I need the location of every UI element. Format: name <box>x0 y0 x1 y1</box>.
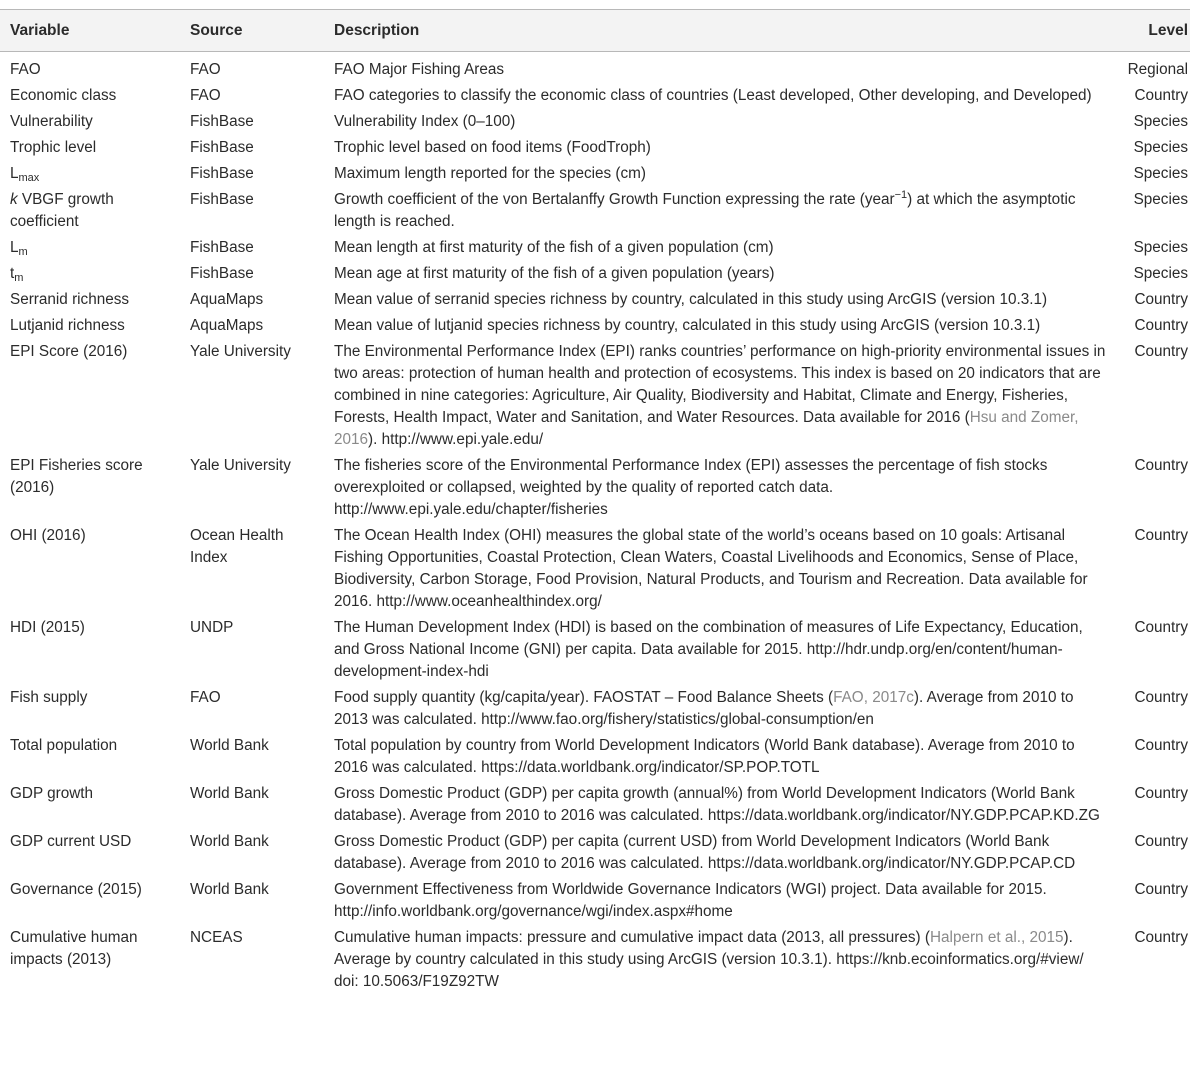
cell-description: Total population by country from World Development Indicators (World Bank database). Average from 2010 to 2016 was calculated. https://data.worldbank.org/indicator/SP.POP.TOTL <box>334 737 1075 776</box>
table-row <box>0 185 1190 233</box>
cell-description: Vulnerability Index (0–100) <box>334 113 516 130</box>
cell-level: Country <box>1134 527 1188 544</box>
cell-description <box>324 683 1110 731</box>
table-row <box>0 259 1190 285</box>
cell-variable: Governance (2015) <box>10 881 142 898</box>
cell-level: Country <box>1134 689 1188 706</box>
cell-description: The Ocean Health Index (OHI) measures the global state of the world’s oceans based on 10 goals: Artisanal Fishing Opportunities, Coastal Protection, Clean Waters, Coastal Livelihoods and Economics, Sense of Place, Biodiversity, Carbon Storage, Food Provision, Natural Products, and Tourism and Recreation. Data available for 2016. http://www.oceanhealthindex.org/ <box>334 527 1088 610</box>
header-variable: Variable <box>0 10 180 51</box>
description-text: The Environmental Performance Index (EPI) ranks countries’ performance on high-priority environmental issues in two areas: protection of human health and protection of ecosystems. This index is based on 20 indicators that are combined in nine categories: Agriculture, Air Quality, Biodiversity and Habitat, Climate and Energy, Fisheries, Forests, Health Impact, Water and Sanitation, and Water Resources. Data available for 2016 ( <box>334 343 1106 426</box>
cell-description: Gross Domestic Product (GDP) per capita growth (annual%) from World Development Indicators (World Bank database). Average from 2010 to 2016 was calculated. https://data.worldbank.org/indicator/NY.GDP.PCAP.KD.ZG <box>334 785 1100 824</box>
cell-variable: GDP growth <box>10 785 94 802</box>
cell-variable: EPI Score (2016) <box>10 343 128 360</box>
cell-level: Country <box>1134 929 1188 946</box>
cell-level: Country <box>1134 317 1188 334</box>
cell-level: Country <box>1134 619 1188 636</box>
citation-link[interactable]: Halpern et al., 2015 <box>930 929 1064 946</box>
cell-source: FishBase <box>190 165 254 182</box>
cell-level: Species <box>1133 239 1188 256</box>
variables-table <box>0 10 1190 993</box>
cell-variable: Lutjanid richness <box>10 317 125 334</box>
cell-variable: Trophic level <box>10 139 97 156</box>
table-row <box>0 233 1190 259</box>
cell-variable: Vulnerability <box>10 113 93 130</box>
table-row <box>0 81 1190 107</box>
description-text: Food supply quantity (kg/capita/year). FAOSTAT – Food Balance Sheets ( <box>334 689 834 706</box>
cell-variable: EPI Fisheries score (2016) <box>10 457 143 496</box>
cell-source: Yale University <box>190 343 291 360</box>
cell-source: FishBase <box>190 139 254 156</box>
cell-description: FAO Major Fishing Areas <box>334 61 505 78</box>
cell-source: AquaMaps <box>190 317 264 334</box>
cell-level: Regional <box>1127 61 1188 78</box>
cell-source: FAO <box>190 689 221 706</box>
cell-variable: GDP current USD <box>10 833 132 850</box>
table-row <box>0 827 1190 875</box>
cell-level: Country <box>1134 833 1188 850</box>
cell-source: World Bank <box>190 833 269 850</box>
table-body <box>0 51 1190 993</box>
cell-variable: Cumulative human impacts (2013) <box>10 929 138 968</box>
cell-source: World Bank <box>190 881 269 898</box>
table-row <box>0 311 1190 337</box>
cell-variable: HDI (2015) <box>10 619 85 636</box>
table-row <box>0 107 1190 133</box>
cell-description: Maximum length reported for the species (cm) <box>334 165 647 182</box>
table-row <box>0 683 1190 731</box>
cell-description: The fisheries score of the Environmental Performance Index (EPI) assesses the percentage of fish stocks overexploited or collapsed, weighted by the quality of reported catch data. http://www.epi.yale.edu/chapter/fisheries <box>334 457 1048 518</box>
variable-rest: VBGF growth coefficient <box>10 191 114 230</box>
cell-description <box>324 923 1110 993</box>
cell-source: NCEAS <box>190 929 243 946</box>
description-text-end: ). http://www.epi.yale.edu/ <box>368 431 544 448</box>
cell-level: Country <box>1134 291 1188 308</box>
variable-base: L <box>10 239 19 256</box>
cell-level: Country <box>1134 881 1188 898</box>
cell-description: FAO categories to classify the economic class of countries (Least developed, Other developing, and Developed) <box>334 87 1092 104</box>
cell-description: Trophic level based on food items (FoodTroph) <box>334 139 651 156</box>
header-description: Description <box>324 10 1110 51</box>
cell-variable: Total population <box>10 737 118 754</box>
citation-link[interactable]: Hsu and Zomer, 2016 <box>334 409 1079 448</box>
cell-variable <box>0 159 180 185</box>
cell-level: Country <box>1134 87 1188 104</box>
cell-level: Species <box>1133 165 1188 182</box>
cell-source: FishBase <box>190 265 254 282</box>
cell-level: Species <box>1133 139 1188 156</box>
cell-variable <box>0 233 180 259</box>
description-superscript: −1 <box>894 189 908 201</box>
cell-variable <box>0 259 180 285</box>
cell-description <box>324 337 1110 451</box>
cell-level: Species <box>1133 265 1188 282</box>
table-row <box>0 521 1190 613</box>
cell-source: World Bank <box>190 737 269 754</box>
table-row <box>0 159 1190 185</box>
description-text: Cumulative human impacts: pressure and cumulative impact data (2013, all pressures) ( <box>334 929 930 946</box>
description-text: Growth coefficient of the von Bertalanffy Growth Function expressing the rate (year <box>334 191 895 208</box>
cell-description <box>324 185 1110 233</box>
table-row <box>0 779 1190 827</box>
cell-description: Mean length at first maturity of the fish of a given population (cm) <box>334 239 774 256</box>
header-level: Level <box>1110 10 1190 51</box>
variable-subscript: m <box>14 272 24 284</box>
cell-variable: FAO <box>10 61 41 78</box>
cell-variable: OHI (2016) <box>10 527 86 544</box>
cell-source: FishBase <box>190 239 254 256</box>
variable-base: L <box>10 165 19 182</box>
cell-description: The Human Development Index (HDI) is based on the combination of measures of Life Expectancy, Education, and Gross National Income (GNI) per capita. Data available for 2015. http://hdr.undp.org/en/content/human-development-index-hdi <box>334 619 1083 680</box>
cell-source: FAO <box>190 87 221 104</box>
cell-level: Species <box>1133 191 1188 208</box>
header-source: Source <box>180 10 324 51</box>
cell-level: Country <box>1134 785 1188 802</box>
cell-variable: Economic class <box>10 87 117 104</box>
variable-subscript: m <box>18 246 28 258</box>
variable-base: t <box>10 265 15 282</box>
table-row <box>0 337 1190 451</box>
header-row <box>0 10 1190 51</box>
table-row <box>0 51 1190 81</box>
cell-level: Species <box>1133 113 1188 130</box>
cell-variable: Fish supply <box>10 689 88 706</box>
description-text-end: ). Average from 2010 to 2013 was calculated. http://www.fao.org/fishery/statistics/global-consumption/en <box>334 689 1074 728</box>
table-row <box>0 731 1190 779</box>
cell-description: Government Effectiveness from Worldwide Governance Indicators (WGI) project. Data available for 2015. http://info.worldbank.org/governance/wgi/index.aspx#home <box>334 881 1047 920</box>
table-row <box>0 613 1190 683</box>
table-row <box>0 285 1190 311</box>
table-row <box>0 875 1190 923</box>
cell-source: Ocean Health Index <box>190 527 284 566</box>
variable-subscript: max <box>18 172 40 184</box>
cell-level: Country <box>1134 343 1188 360</box>
table-row <box>0 923 1190 993</box>
table-row <box>0 133 1190 159</box>
cell-description: Gross Domestic Product (GDP) per capita (current USD) from World Development Indicators (World Bank database). Average from 2010 to 2016 was calculated. https://data.worldbank.org/indicator/NY.GDP.PCAP.CD <box>334 833 1076 872</box>
cell-description: Mean value of lutjanid species richness by country, calculated in this study using ArcGIS (version 10.3.1) <box>334 317 1041 334</box>
cell-source: FishBase <box>190 191 254 208</box>
cell-description: Mean age at first maturity of the fish of a given population (years) <box>334 265 775 282</box>
citation-link[interactable]: FAO, 2017c <box>833 689 914 706</box>
cell-source: FishBase <box>190 113 254 130</box>
cell-source: Yale University <box>190 457 291 474</box>
cell-variable: Serranid richness <box>10 291 130 308</box>
cell-source: World Bank <box>190 785 269 802</box>
cell-source: FAO <box>190 61 221 78</box>
variable-italic: k <box>10 191 18 208</box>
table-row <box>0 451 1190 521</box>
cell-variable <box>0 185 180 233</box>
cell-level: Country <box>1134 737 1188 754</box>
description-text-end: ). Average by country calculated in this study using ArcGIS (version 10.3.1). https://knb.ecoinformatics.org/#view/ doi: 10.5063/F19Z92TW <box>334 929 1084 990</box>
table-header <box>0 10 1190 51</box>
cell-description: Mean value of serranid species richness by country, calculated in this study using ArcGIS (version 10.3.1) <box>334 291 1048 308</box>
cell-source: UNDP <box>190 619 234 636</box>
description-text-end: ) at which the asymptotic length is reached. <box>334 191 1076 230</box>
cell-source: AquaMaps <box>190 291 264 308</box>
cell-level: Country <box>1134 457 1188 474</box>
header-bottom-rule <box>0 51 1190 52</box>
